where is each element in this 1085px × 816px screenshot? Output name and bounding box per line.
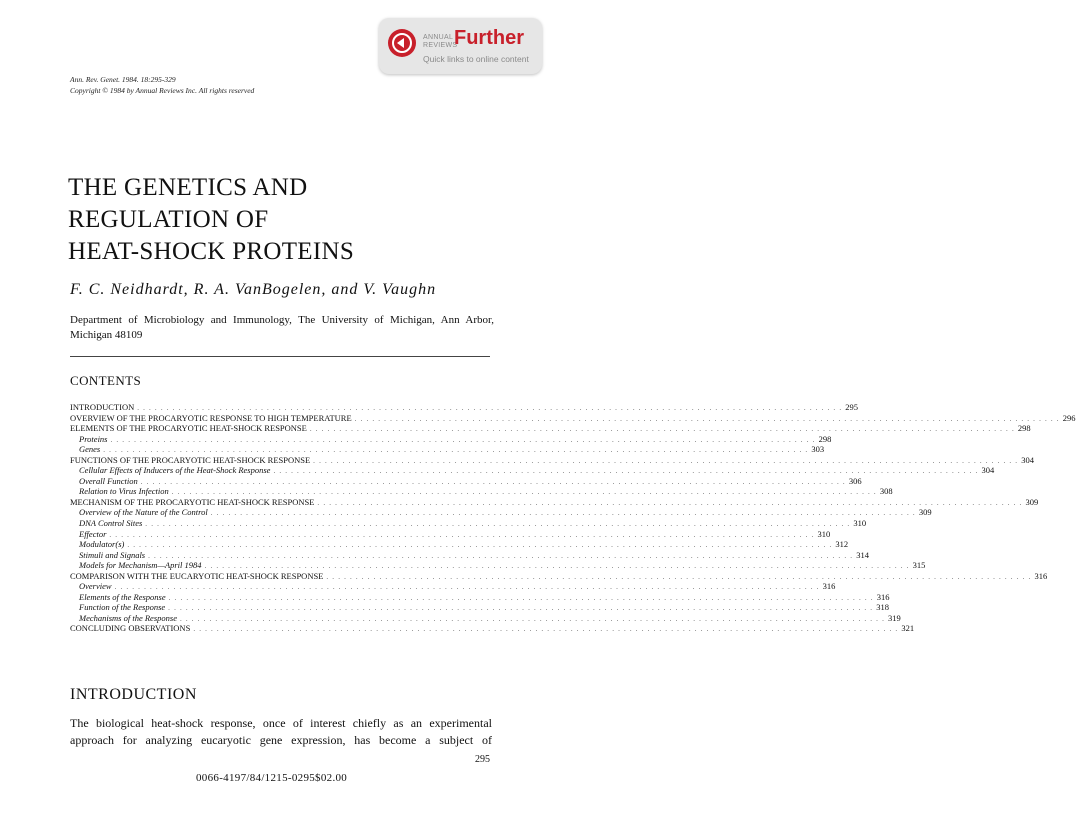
toc-entry (70, 475, 862, 487)
toc-entry (70, 591, 890, 603)
toc-entry-page: 296 (1062, 412, 1076, 423)
further-arrow-icon (388, 29, 416, 57)
toc-leader-dots: . . . . . . . . . . . . . . . . . . . . . . . . . . . . . . . . . . . . . . . . . . . . . . . . . . . . . . . . . . . . . . . . . . . . . . . . . . . . . . . . . . . . . . . . . . . . . . . . . . . . . . . . . . . . . . . . . . . . . . . . (179, 614, 886, 623)
toc-entry-page: 318 (876, 602, 889, 613)
toc-entry-page: 314 (856, 549, 869, 560)
toc-entry (70, 560, 926, 571)
toc-leader-dots: . . . . . . . . . . . . . . . . . . . . . . . . . . . . . . . . . . . . . . . . . . . . . . . . . . . . . . . . . . . . . . . . . . . . . . . . . . . . . . . . . . . . . . . . . . . . . . . . . . . . . . . . . . . . . . . . . . . . . . . . (109, 530, 815, 539)
toc-entry-page: 298 (818, 433, 832, 444)
title-line: THE GENETICS AND (68, 174, 308, 201)
toc-leader-dots: . . . . . . . . . . . . . . . . . . . . . . . . . . . . . . . . . . . . . . . . . . . . . . . . . . . . . . . . . . . . . . . . . . . . . . . . . . . . . . . . . . . . . . . . . . . . . . . . . . . . . . . . . . . . . . . . . . . . . . . . (193, 625, 899, 634)
toc-entry-page: 298 (1017, 423, 1031, 434)
section-heading-introduction: INTRODUCTION (70, 686, 197, 703)
toc-entry-label: Modulator(s) (79, 539, 125, 550)
toc-entry (70, 486, 893, 497)
affiliation: Department of Microbiology and Immunology, The University of Michigan, Ann Arbor, Michigan 48109 (70, 314, 494, 341)
toc-leader-dots: . . . . . . . . . . . . . . . . . . . . . . . . . . . . . . . . . . . . . . . . . . . . . . . . . . . . . . . . . . . . . . . . . . . . . . . . . . . . . . . . . . . . . . . . . . . . . . . . . . . . . . . . . . . . . . . . . . . . . . . . (114, 583, 820, 592)
toc-entry-page: 295 (845, 402, 859, 412)
toc-leader-dots: . . . . . . . . . . . . . . . . . . . . . . . . . . . . . . . . . . . . . . . . . . . . . . . . . . . . . . . . . . . . . . . . . . . . . . . . . . . . . . . . . . . . . . . . . . . . . . . . . . . . . . . . . . . . . . . . . . . . . . . . (168, 593, 874, 602)
toc-entry-label: CONCLUDING OBSERVATIONS (70, 623, 191, 634)
toc-entry-page: 304 (981, 465, 995, 476)
toc-leader-dots: . . . . . . . . . . . . . . . . . . . . . . . . . . . . . . . . . . . . . . . . . . . . . . . . . . . . . . . . . . . . . . . . . . . . . . . . . . . . . . . . . . . . . . . . . . . . . . . . . . . . . . . . . . . . . . . . . . . . . . . . (326, 572, 1032, 581)
toc-leader-dots: . . . . . . . . . . . . . . . . . . . . . . . . . . . . . . . . . . . . . . . . . . . . . . . . . . . . . . . . . . . . . . . . . . . . . . . . . . . . . . . . . . . . . . . . . . . . . . . . . . . . . . . . . . . . . . . . . . . . . . . . (110, 435, 816, 444)
toc-entry (70, 539, 849, 550)
toc-entry-label: DNA Control Sites (79, 518, 143, 529)
toc-leader-dots: . . . . . . . . . . . . . . . . . . . . . . . . . . . . . . . . . . . . . . . . . . . . . . . . . . . . . . . . . . . . . . . . . . . . . . . . . . . . . . . . . . . . . . . . . . . . . . . . . . . . . . . . . . . . . . . . . . . . . . . . (103, 446, 809, 455)
title-line: HEAT-SHOCK PROTEINS (68, 238, 355, 265)
toc-entry-label: INTRODUCTION (70, 402, 135, 412)
toc-entry (70, 581, 836, 592)
toc-entry-page: 319 (888, 612, 901, 623)
footer-code: 0066-4197/84/1215-0295$02.00 (196, 772, 348, 784)
toc-entry-label: Overview (79, 581, 112, 592)
toc-entry (70, 444, 825, 455)
toc-entry (70, 454, 1034, 466)
toc-entry-page: 309 (1025, 496, 1039, 507)
toc-entry-page: 304 (1021, 454, 1034, 465)
toc-leader-dots: . . . . . . . . . . . . . . . . . . . . . . . . . . . . . . . . . . . . . . . . . . . . . . . . . . . . . . . . . . . . . . . . . . . . . . . . . . . . . . . . . . . . . . . . . . . . . . . . . . . . . . . . . . . . . . . . . . . . . . . . (137, 404, 843, 412)
toc-leader-dots: . . . . . . . . . . . . . . . . . . . . . . . . . . . . . . . . . . . . . . . . . . . . . . . . . . . . . . . . . . . . . . . . . . . . . . . . . . . . . . . . . . . . . . . . . . . . . . . . . . . . . . . . . . . . . . . . . . . . . . . . (210, 509, 916, 518)
toc-entry (70, 518, 867, 529)
toc-entry-label: COMPARISON WITH THE EUCARYOTIC HEAT-SHOCK RESPONSE (70, 570, 324, 581)
badge-further: Further (454, 27, 524, 49)
title-line: REGULATION OF (68, 206, 269, 233)
toc-entry-page: 309 (918, 507, 932, 518)
copyright-line: Copyright © 1984 by Annual Reviews Inc. All rights reserved (70, 86, 255, 95)
badge-annual: ANNUAL (423, 34, 454, 41)
toc-entry (70, 612, 901, 624)
toc-leader-dots: . . . . . . . . . . . . . . . . . . . . . . . . . . . . . . . . . . . . . . . . . . . . . . . . . . . . . . . . . . . . . . . . . . . . . . . . . . . . . . . . . . . . . . . . . . . . . . . . . . . . . . . . . . . . . . . . . . . . . . . . (273, 467, 979, 476)
toc-entry-page: 316 (822, 581, 836, 592)
toc-leader-dots: . . . . . . . . . . . . . . . . . . . . . . . . . . . . . . . . . . . . . . . . . . . . . . . . . . . . . . . . . . . . . . . . . . . . . . . . . . . . . . . . . . . . . . . . . . . . . . . . . . . . . . . . . . . . . . . . . . . . . . . . (317, 498, 1023, 507)
annual-reviews-logo-text (423, 34, 457, 50)
toc-entry (70, 623, 915, 634)
toc-leader-dots: . . . . . . . . . . . . . . . . . . . . . . . . . . . . . . . . . . . . . . . . . . . . . . . . . . . . . . . . . . . . . . . . . . . . . . . . . . . . . . . . . . . . . . . . . . . . . . . . . . . . . . . . . . . . . . . . . . . . . . . . (168, 604, 874, 613)
toc-entry-label: Cellular Effects of Inducers of the Heat-Shock Response (79, 465, 271, 476)
toc-leader-dots: . . . . . . . . . . . . . . . . . . . . . . . . . . . . . . . . . . . . . . . . . . . . . . . . . . . . . . . . . . . . . . . . . . . . . . . . . . . . . . . . . . . . . . . . . . . . . . . . . . . . . . . . . . . . . . . . . . . . . . . . (354, 414, 1060, 423)
toc-leader-dots: . . . . . . . . . . . . . . . . . . . . . . . . . . . . . . . . . . . . . . . . . . . . . . . . . . . . . . . . . . . . . . . . . . . . . . . . . . . . . . . . . . . . . . . . . . . . . . . . . . . . . . . . . . . . . . . . . . . . . . . . (309, 425, 1015, 434)
badge-tagline: Quick links to online content (423, 54, 529, 64)
toc-entry (70, 507, 932, 518)
toc-entry-page: 303 (811, 444, 825, 455)
introduction-text (70, 715, 492, 749)
divider (70, 356, 490, 357)
toc-entry-page: 312 (835, 539, 849, 550)
toc-leader-dots: . . . . . . . . . . . . . . . . . . . . . . . . . . . . . . . . . . . . . . . . . . . . . . . . . . . . . . . . . . . . . . . . . . . . . . . . . . . . . . . . . . . . . . . . . . . . . . . . . . . . . . . . . . . . . . . . . . . . . . . . (204, 562, 910, 571)
page-number: 295 (475, 754, 490, 765)
paragraph-line: The biological heat-shock response, once of interest chiefly as an experimental (70, 716, 492, 730)
toc-entry-label: Stimuli and Signals (79, 549, 146, 560)
toc-leader-dots: . . . . . . . . . . . . . . . . . . . . . . . . . . . . . . . . . . . . . . . . . . . . . . . . . . . . . . . . . . . . . . . . . . . . . . . . . . . . . . . . . . . . . . . . . . . . . . . . . . . . . . . . . . . . . . . . . . . . . . . . (148, 551, 854, 560)
toc-entry-label: Effector (79, 528, 107, 539)
toc-entry-page: 308 (879, 486, 893, 497)
toc-entry-label: Mechanisms of the Response (79, 612, 177, 623)
annual-reviews-further-link[interactable] (379, 18, 542, 74)
table-of-contents (70, 402, 1076, 634)
toc-entry (70, 412, 1076, 424)
toc-entry-label: Overview of the Nature of the Control (79, 507, 208, 518)
toc-entry-page: 316 (876, 591, 890, 602)
toc-leader-dots: . . . . . . . . . . . . . . . . . . . . . . . . . . . . . . . . . . . . . . . . . . . . . . . . . . . . . . . . . . . . . . . . . . . . . . . . . . . . . . . . . . . . . . . . . . . . . . . . . . . . . . . . . . . . . . . . . . . . . . . . (171, 488, 877, 497)
paragraph-line: approach for analyzing eucaryotic gene expression, has become a subject of (70, 733, 492, 747)
toc-entry-page: 315 (912, 560, 926, 571)
toc-entry-label: Overall Function (79, 475, 138, 486)
journal-citation: Ann. Rev. Genet. 1984. 18:295-329 (70, 75, 176, 84)
toc-entry (70, 433, 832, 445)
toc-entry-label: ELEMENTS OF THE PROCARYOTIC HEAT-SHOCK RESPONSE (70, 423, 307, 434)
badge-reviews: REVIEWS (423, 42, 458, 49)
authors: F. C. Neidhardt, R. A. VanBogelen, and V. Vaughn (70, 281, 437, 298)
toc-entry-label: OVERVIEW OF THE PROCARYOTIC RESPONSE TO HIGH TEMPERATURE (70, 412, 352, 423)
toc-entry-page: 316 (1034, 570, 1048, 581)
toc-entry (70, 570, 1048, 582)
toc-leader-dots: . . . . . . . . . . . . . . . . . . . . . . . . . . . . . . . . . . . . . . . . . . . . . . . . . . . . . . . . . . . . . . . . . . . . . . . . . . . . . . . . . . . . . . . . . . . . . . . . . . . . . . . . . . . . . . . . . . . . . . . . (127, 541, 833, 550)
contents-heading: CONTENTS (70, 373, 142, 388)
toc-entry-label: Proteins (79, 433, 108, 444)
toc-entry-label: Relation to Virus Infection (79, 486, 169, 497)
toc-entry (70, 496, 1039, 508)
article-title (68, 172, 354, 268)
toc-entry-page: 306 (848, 475, 862, 486)
toc-leader-dots: . . . . . . . . . . . . . . . . . . . . . . . . . . . . . . . . . . . . . . . . . . . . . . . . . . . . . . . . . . . . . . . . . . . . . . . . . . . . . . . . . . . . . . . . . . . . . . . . . . . . . . . . . . . . . . . . . . . . . . . . (145, 520, 851, 529)
toc-entry-label: Function of the Response (79, 602, 166, 613)
toc-leader-dots: . . . . . . . . . . . . . . . . . . . . . . . . . . . . . . . . . . . . . . . . . . . . . . . . . . . . . . . . . . . . . . . . . . . . . . . . . . . . . . . . . . . . . . . . . . . . . . . . . . . . . . . . . . . . . . . . . . . . . . . . (140, 477, 846, 486)
toc-leader-dots: . . . . . . . . . . . . . . . . . . . . . . . . . . . . . . . . . . . . . . . . . . . . . . . . . . . . . . . . . . . . . . . . . . . . . . . . . . . . . . . . . . . . . . . . . . . . . . . . . . . . . . . . . . . . . . . . . . . . . . . . (313, 456, 1019, 465)
toc-entry-page: 310 (853, 518, 867, 529)
toc-entry-label: Genes (79, 444, 101, 455)
toc-entry (70, 528, 831, 540)
toc-entry (70, 423, 1031, 434)
toc-entry-page: 321 (901, 623, 915, 634)
toc-entry-label: Models for Mechanism—April 1984 (79, 560, 202, 571)
toc-entry (70, 549, 869, 561)
toc-entry-page: 310 (817, 528, 831, 539)
toc-entry (70, 465, 995, 476)
toc-entry-label: Elements of the Response (79, 591, 166, 602)
toc-entry-label: FUNCTIONS OF THE PROCARYOTIC HEAT-SHOCK RESPONSE (70, 454, 311, 465)
toc-entry (70, 402, 859, 413)
toc-entry-label: MECHANISM OF THE PROCARYOTIC HEAT-SHOCK RESPONSE (70, 496, 315, 507)
toc-entry (70, 602, 889, 613)
